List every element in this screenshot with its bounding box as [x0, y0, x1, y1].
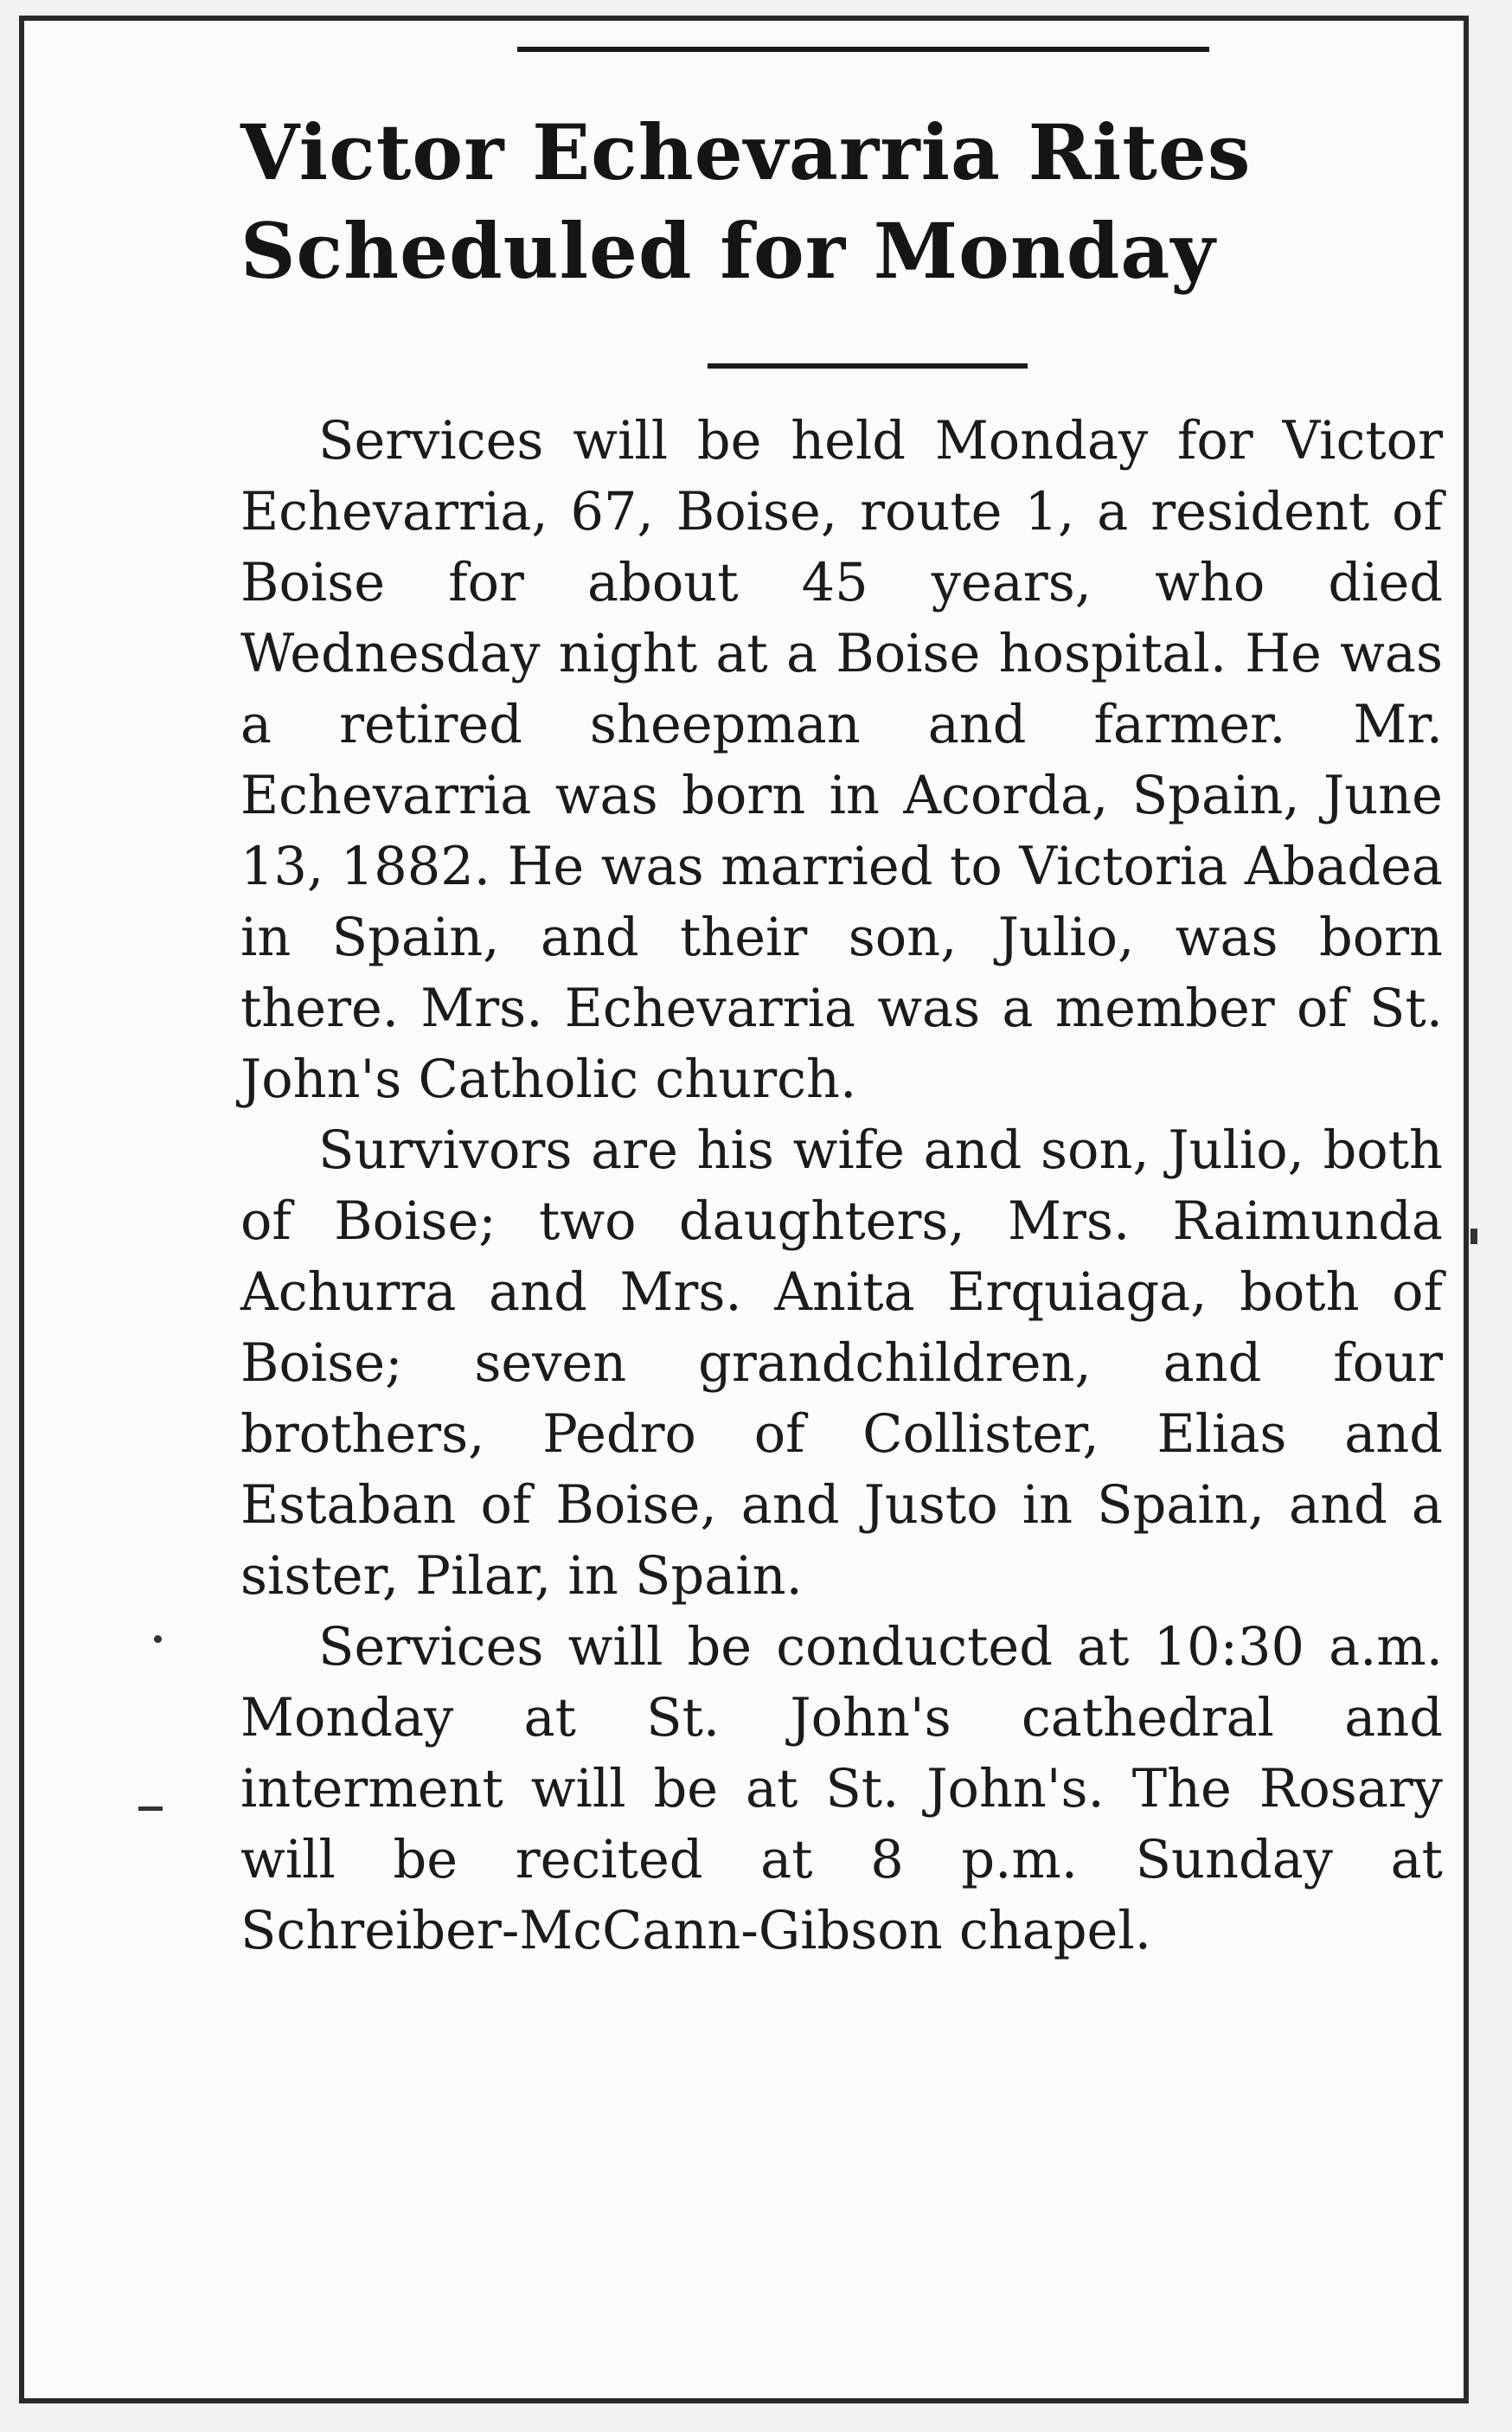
paragraph-3: Services will be conducted at 10:30 a.m. Monday at St. John's cathedral and interment will be at St. John's. The Rosary will be recited at 8 p.m. Sunday at Schreiber-McCann-Gibson chapel.	[240, 1617, 1443, 1961]
paragraph-1: Services will be held Monday for Victor Echevarria, 67, Boise, route 1, a resident of Boise for about 45 years, who died Wednesday night at a Boise hospital. He was a retired sheepman and farmer. Mr. Echevarria was born in Acorda, Spain, June 13, 1882. He was married to Victoria Abadea in Spain, and their son, Julio, was born there. Mrs. Echevarria was a member of St. John's Catholic church.	[240, 411, 1443, 1110]
top-rule	[517, 47, 1209, 52]
scan-speck	[138, 1806, 163, 1811]
headline-line-1: Victor Echevarria Rites	[240, 107, 1252, 197]
scan-speck	[154, 1635, 162, 1643]
newspaper-clipping	[19, 16, 1469, 2403]
headline-line-2: Scheduled for Monday	[240, 206, 1216, 296]
scan-speck	[1470, 1229, 1477, 1244]
paragraph-2: Survivors are his wife and son, Julio, both of Boise; two daughters, Mrs. Raimunda Achurra and Mrs. Anita Erquiaga, both of Boise; seven grandchildren, and four brothers, Pedro of Collister, Elias and Estaban of Boise, and Justo in Spain, and a sister, Pilar, in Spain.	[240, 1120, 1443, 1607]
headline	[240, 103, 1451, 300]
headline-rule	[708, 363, 1028, 369]
article-body	[240, 406, 1443, 1967]
